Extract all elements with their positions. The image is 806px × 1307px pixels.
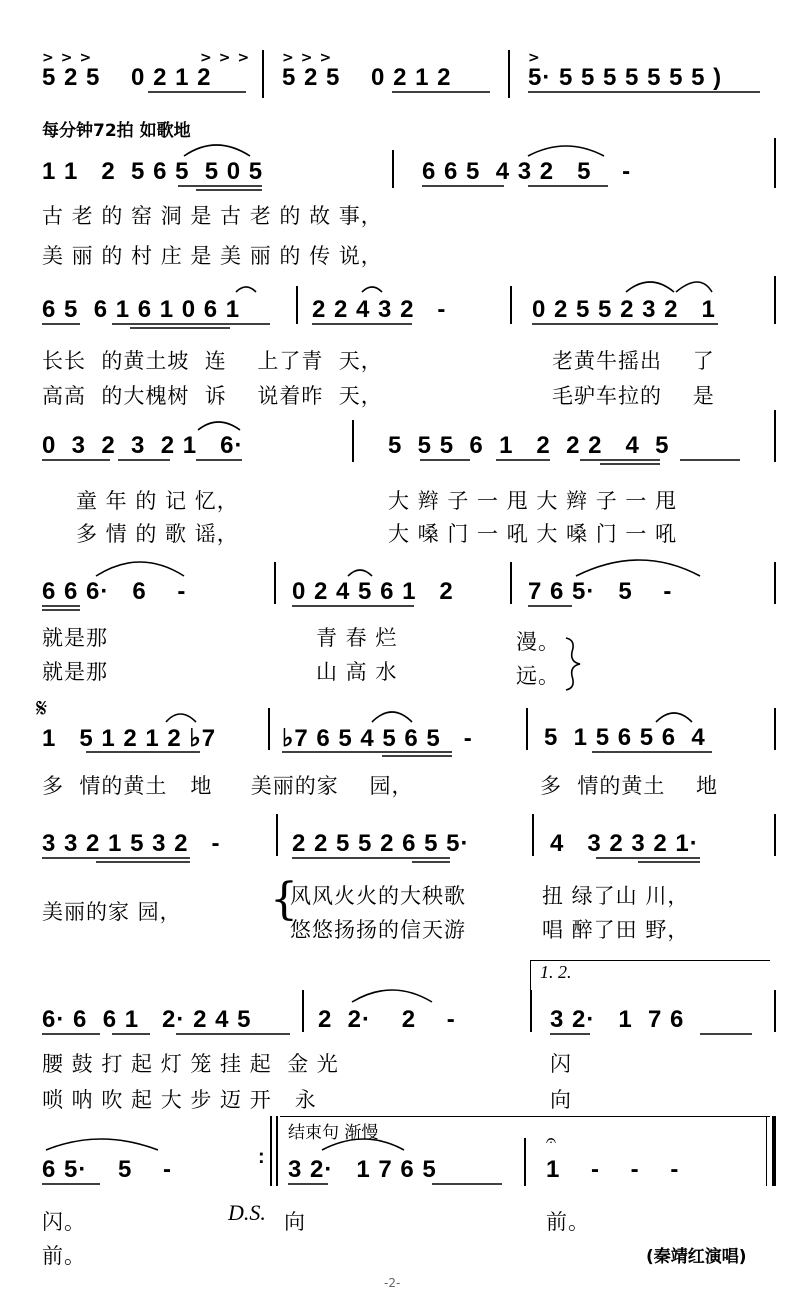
row2-notes: 0 2 5 5 2 3 2 1 xyxy=(532,296,716,323)
repeat-dots: : xyxy=(258,1146,266,1168)
row4-notes: 0 2 4 5 6 1 2 xyxy=(292,578,454,605)
row1-lyric1: 古 老 的 窑 洞 是 古 老 的 故 事， xyxy=(42,204,383,228)
tempo-marking: 每分钟72拍 如歌地 xyxy=(42,121,191,141)
row3-lyric1: 童 年 的 记 忆， xyxy=(76,489,239,513)
row6-brace1: 风风火火的大秧歌 xyxy=(290,884,466,908)
row2-lyric2b: 毛驴车拉的 是 xyxy=(552,384,715,408)
row7-lyric1c: 闪 xyxy=(550,1052,572,1076)
segno-sign: 𝄋 xyxy=(36,694,48,724)
intro-notes: 5 2 5 0 2 1 2 xyxy=(42,64,212,91)
row7-lyric1: 腰 鼓 打 起 灯 笼 挂 起 金 光 xyxy=(42,1052,339,1076)
row7-notes: 6· 6 6 1 2· 2 4 5 xyxy=(42,1006,252,1033)
row5-notes: 1 5 1 2 1 2 ♭7 xyxy=(42,725,217,752)
ds-text: 向 xyxy=(284,1210,306,1234)
intro-notes: 5 2 5 0 2 1 2 xyxy=(282,64,452,91)
row6-brace2b: 唱 醉了田 野， xyxy=(542,918,690,942)
row2-notes: 6 5 6 1 6 1 0 6 1 xyxy=(42,296,241,323)
row2-lyric1b: 老黄牛摇出 了 xyxy=(552,349,715,373)
row3-notes: 0 3 2 3 2 1 6· xyxy=(42,432,244,459)
intro-accents: > xyxy=(528,50,547,66)
row5-lyric1: 多 情的黄土 地 美丽的家 园， xyxy=(42,774,414,798)
row2-lyric2: 高高 的大槐树 诉 说着昨 天， xyxy=(42,384,383,408)
row8-lyric2: 前。 xyxy=(42,1244,86,1268)
row4-notes: 6 6 6· 6 - xyxy=(42,578,187,605)
row5-notes: ♭7 6 5 4 5 6 5 - xyxy=(282,725,473,752)
page-number: -2- xyxy=(384,1276,401,1290)
row8-lyric1c: 前。 xyxy=(546,1210,590,1234)
ending-label: 结束句 渐慢 xyxy=(288,1123,379,1143)
row6-brace1b: 扭 绿了山 川， xyxy=(542,884,690,908)
row7-notes: 2 2· 2 - xyxy=(318,1006,456,1033)
row2-notes: 2 2 4 3 2 - xyxy=(312,296,447,323)
row3-lyric1b: 大 辫 子 一 甩 大 辫 子 一 甩 xyxy=(388,489,678,513)
ds-marking: D.S. xyxy=(228,1200,266,1225)
row1-notes: 6 6 5 4 3 2 5 - xyxy=(422,158,632,185)
row8-notes: 1 - - - xyxy=(546,1156,680,1183)
fermata-icon: 𝄐 xyxy=(546,1130,557,1151)
row5-notes: 5 1 5 6 5 6 4 xyxy=(544,724,706,751)
row8-notes: 3 2· 1 7 6 5 xyxy=(288,1156,437,1183)
row1-lyric2: 美 丽 的 村 庄 是 美 丽 的 传 说， xyxy=(42,244,383,268)
row6-notes: 3 3 2 1 5 3 2 - xyxy=(42,830,221,857)
intro-notes: 5· 5 5 5 5 5 5 5 ) xyxy=(528,64,723,91)
row3-lyric2b: 大 嗓 门 一 吼 大 嗓 门 一 吼 xyxy=(388,522,678,546)
intro-accents: >>> xyxy=(42,50,99,66)
row6-lyric1: 美丽的家 园， xyxy=(42,900,182,924)
row7-notes: 3 2· 1 7 6 xyxy=(550,1006,685,1033)
row4-lyric2c: 远。 xyxy=(516,664,560,688)
row6-notes: 2 2 5 5 2 6 5 5· xyxy=(292,830,470,857)
row3-lyric2: 多 情 的 歌 谣， xyxy=(76,522,239,546)
row5-lyric1b: 多 情的黄土 地 xyxy=(540,774,719,798)
volta-label: 1. 2. xyxy=(540,962,572,982)
row1-notes: 1 1 2 5 6 5 5 0 5 xyxy=(42,158,264,185)
row4-lyric1: 就是那 xyxy=(42,626,108,650)
row6-notes: 4 3 2 3 2 1· xyxy=(550,830,699,857)
row8-notes: 6 5· 5 - xyxy=(42,1156,173,1183)
row7-lyric2c: 向 xyxy=(550,1088,572,1112)
row4-lyric1b: 青 春 烂 xyxy=(316,626,398,650)
intro-accents: >>> xyxy=(282,50,339,66)
row2-lyric1: 长长 的黄土坡 连 上了青 天， xyxy=(42,349,383,373)
row8-lyric1: 闪。 xyxy=(42,1210,86,1234)
row4-lyric2b: 山 高 水 xyxy=(316,660,398,684)
intro-accents: >>> xyxy=(200,50,257,66)
row7-lyric2: 唢 呐 吹 起 大 步 迈 开 永 xyxy=(42,1088,317,1112)
performer-credit: (秦靖红演唱) xyxy=(646,1247,747,1267)
row4-lyric1c: 漫。 xyxy=(516,630,560,654)
row6-brace2: 悠悠扬扬的信天游 xyxy=(290,918,466,942)
lyric-brace: { xyxy=(270,874,298,925)
row4-notes: 7 6 5· 5 - xyxy=(528,578,673,605)
row3-notes: 5 5 5 6 1 2 2 2 4 5 xyxy=(388,432,670,459)
row4-lyric2: 就是那 xyxy=(42,660,108,684)
